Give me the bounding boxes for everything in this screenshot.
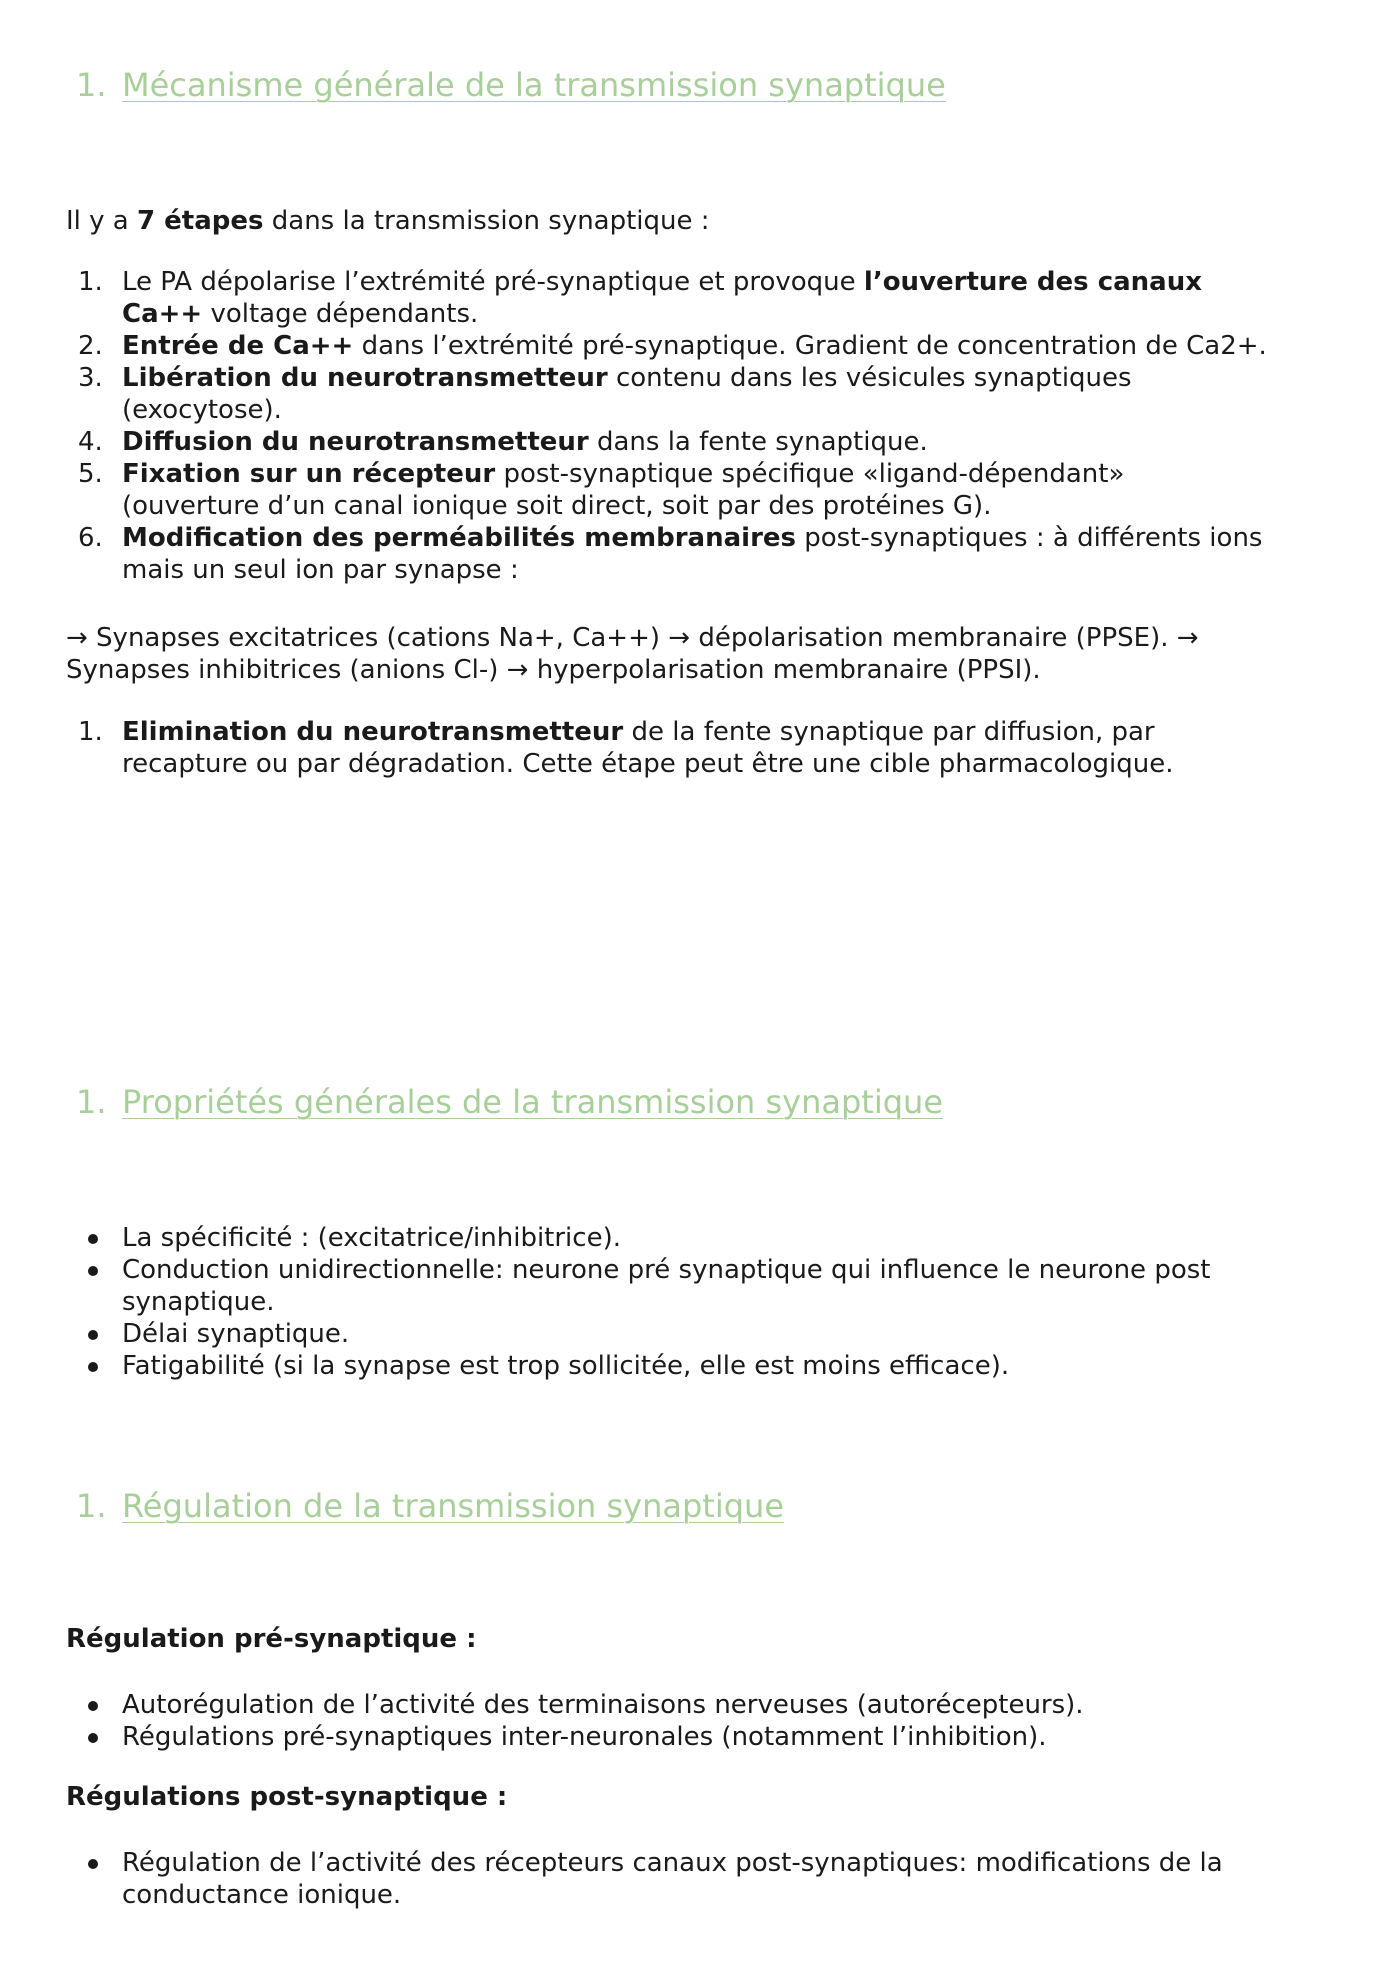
list-item-text: Régulation de l’activité des récepteurs canaux post-synaptiques: modifications de la: [122, 1848, 1223, 1878]
step-text: contenu dans les vésicules synaptiques: [607, 363, 1132, 393]
step-bold: Libération du neurotransmetteur: [122, 363, 608, 393]
pre-synaptic-list: [66, 1689, 1356, 1753]
list-item: [66, 426, 1356, 458]
step-text: (exocytose).: [122, 395, 282, 425]
list-marker: 4.: [78, 427, 103, 457]
step-bold: Ca++: [122, 299, 203, 329]
bullet-icon: [88, 1330, 98, 1340]
list-marker: 2.: [78, 331, 103, 361]
intro-text-end: dans la transmission synaptique :: [263, 206, 710, 236]
step-seven-list: [66, 716, 1356, 780]
list-item: [66, 1222, 1356, 1254]
list-marker: 6.: [78, 523, 103, 553]
step-text: recapture ou par dégradation. Cette étape peut être une cible pharmacologique.: [122, 749, 1174, 779]
intro-text-start: Il y a: [66, 206, 138, 236]
step-text: Le PA dépolarise l’extrémité pré-synaptique et provoque: [122, 267, 864, 297]
heading-title: Régulation de la transmission synaptique: [122, 1487, 785, 1525]
intro-text-bold: 7 étapes: [137, 206, 264, 236]
step-bold: Fixation sur un récepteur: [122, 459, 496, 489]
synapse-line-excitatory: → Synapses excitatrices (cations Na+, Ca++) → dépolarisation membranaire (PPSE). →: [66, 623, 1199, 653]
list-item: [66, 458, 1356, 522]
bullet-icon: [88, 1234, 98, 1244]
list-item-text: Fatigabilité (si la synapse est trop sollicitée, elle est moins efficace).: [122, 1351, 1010, 1381]
bullet-icon: [88, 1859, 98, 1869]
post-synaptic-subheading: Régulations post-synaptique :: [66, 1782, 508, 1812]
step-bold: Elimination du neurotransmetteur: [122, 717, 624, 747]
step-text: dans l’extrémité pré-synaptique. Gradient de concentration de Ca2+.: [353, 331, 1267, 361]
step-text: post-synaptique spécifique «ligand-dépendant»: [495, 459, 1125, 489]
step-text: (ouverture d’un canal ionique soit direct, soit par des protéines G).: [122, 491, 992, 521]
properties-list: [66, 1222, 1356, 1382]
list-item: [66, 1689, 1356, 1721]
list-item: [66, 1847, 1356, 1911]
section-heading-regulation: [76, 1487, 784, 1525]
list-item-text: synaptique.: [122, 1287, 275, 1317]
section-heading-mecanisme: [76, 66, 946, 104]
step-text: mais un seul ion par synapse :: [122, 555, 519, 585]
synapse-paragraph: [66, 622, 1199, 686]
pre-synaptic-subheading: Régulation pré-synaptique :: [66, 1624, 477, 1654]
list-marker: 3.: [78, 363, 103, 393]
heading-title: Propriétés générales de la transmission synaptique: [122, 1083, 944, 1121]
post-synaptic-list: [66, 1847, 1356, 1911]
step-bold: Diffusion du neurotransmetteur: [122, 427, 589, 457]
list-item: [66, 716, 1356, 780]
list-item-text: La spécificité : (excitatrice/inhibitrice).: [122, 1223, 621, 1253]
step-text: voltage dépendants.: [202, 299, 479, 329]
step-text: dans la fente synaptique.: [588, 427, 928, 457]
list-item-text: conductance ionique.: [122, 1880, 402, 1910]
bullet-icon: [88, 1733, 98, 1743]
step-bold: l’ouverture des canaux: [863, 267, 1202, 297]
list-item-text: Autorégulation de l’activité des terminaisons nerveuses (autorécepteurs).: [122, 1690, 1084, 1720]
bullet-icon: [88, 1701, 98, 1711]
list-item: [66, 1350, 1356, 1382]
bullet-icon: [88, 1266, 98, 1276]
step-text: post-synaptiques : à différents ions: [796, 523, 1263, 553]
heading-number: 1.: [76, 66, 107, 104]
list-marker: 1.: [78, 267, 103, 297]
bullet-icon: [88, 1362, 98, 1372]
list-marker: 1.: [78, 717, 103, 747]
intro-paragraph: [66, 205, 710, 237]
list-item: [66, 1254, 1356, 1318]
section-heading-proprietes: [76, 1083, 943, 1121]
list-marker: 5.: [78, 459, 103, 489]
heading-title: Mécanisme générale de la transmission synaptique: [122, 66, 946, 104]
heading-number: 1.: [76, 1487, 107, 1525]
list-item-text: Régulations pré-synaptiques inter-neuronales (notamment l’inhibition).: [122, 1722, 1047, 1752]
step-bold: Entrée de Ca++: [122, 331, 354, 361]
heading-number: 1.: [76, 1083, 107, 1121]
step-text: de la fente synaptique par diffusion, par: [623, 717, 1155, 747]
list-item-text: Conduction unidirectionnelle: neurone pré synaptique qui influence le neurone post: [122, 1255, 1211, 1285]
list-item: [66, 266, 1356, 330]
list-item: [66, 522, 1356, 586]
list-item: [66, 330, 1356, 362]
list-item: [66, 1721, 1356, 1753]
step-bold: Modification des perméabilités membranaires: [122, 523, 796, 553]
steps-list: [66, 266, 1356, 586]
list-item: [66, 1318, 1356, 1350]
synapse-line-inhibitory: Synapses inhibitrices (anions Cl-) → hyperpolarisation membranaire (PPSI).: [66, 655, 1041, 685]
list-item-text: Délai synaptique.: [122, 1319, 350, 1349]
list-item: [66, 362, 1356, 426]
